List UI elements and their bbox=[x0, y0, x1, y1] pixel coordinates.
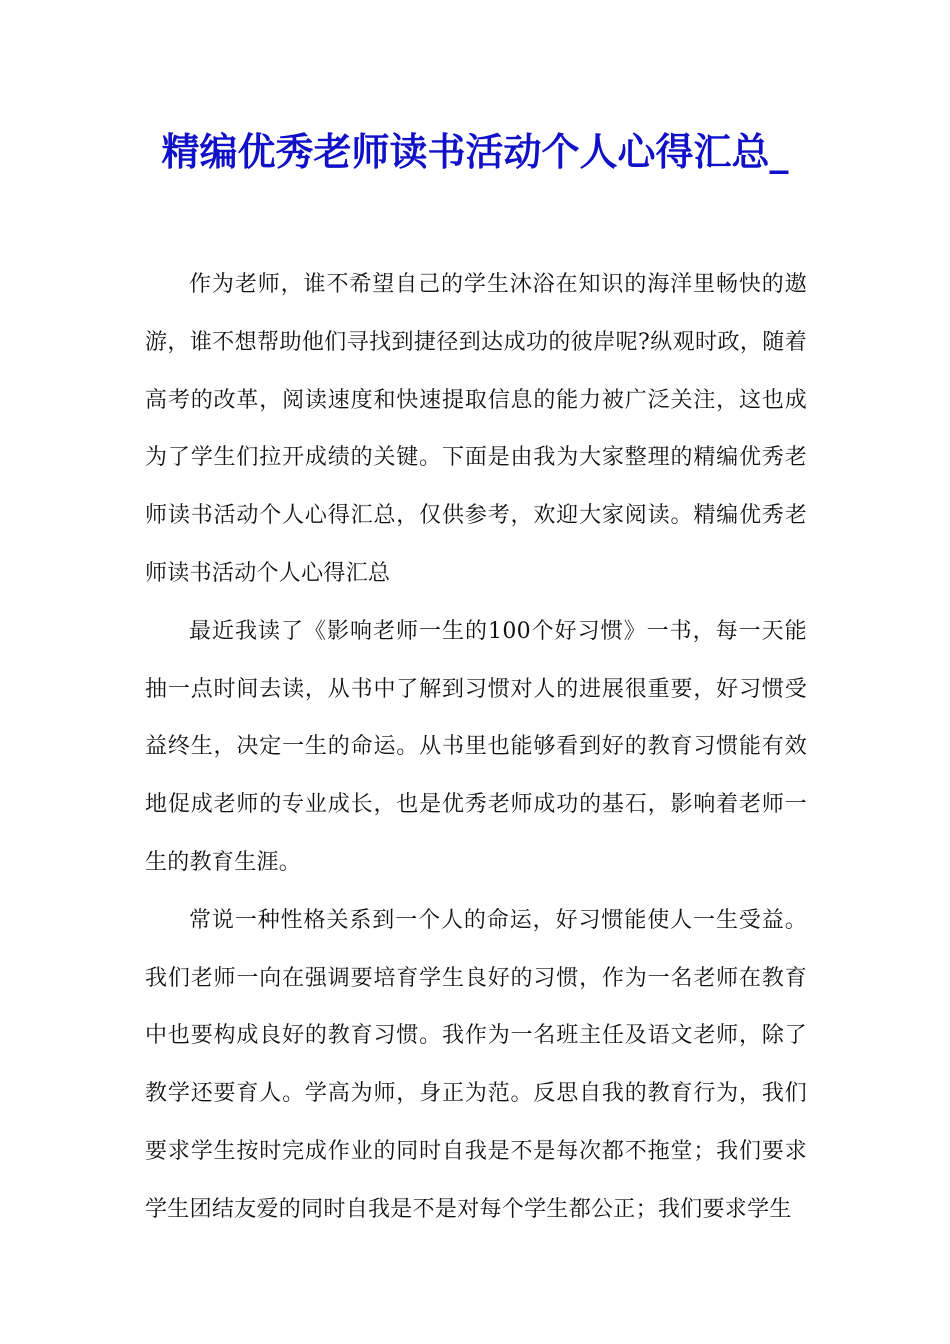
document-body bbox=[145, 256, 807, 1239]
document-title: 精编优秀老师读书活动个人心得汇总_ bbox=[161, 129, 789, 174]
paragraph-teacher-habits: 常说一种性格关系到一个人的命运，好习惯能使人一生受益。我们老师一向在强调要培育学生良好的习惯，作为一名老师在教育中也要构成良好的教育习惯。我作为一名班主任及语文老师，除了教学还要育人。学高为师，身正为范。反思自我的教育行为，我们要求学生按时完成作业的同时自我是不是每次都不拖堂；我们要求学生团结友爱的同时自我是不是对每个学生都公正；我们要求学生 bbox=[145, 907, 807, 1222]
paragraph-intro: 作为老师，谁不希望自己的学生沐浴在知识的海洋里畅快的遨游，谁不想帮助他们寻找到捷径到达成功的彼岸呢?纵观时政，随着高考的改革，阅读速度和快速提取信息的能力被广泛关注，这也成为了学生们拉开成绩的关键。下面是由我为大家整理的精编优秀老师读书活动个人心得汇总，仅供参考，欢迎大家阅读。精编优秀老师读书活动个人心得汇总 bbox=[145, 272, 807, 586]
paragraph-habits-book: 最近我读了《影响老师一生的100个好习惯》一书，每一天能抽一点时间去读，从书中了解到习惯对人的进展很重要，好习惯受益终生，决定一生的命运。从书里也能够看到好的教育习惯能有效地促成老师的专业成长，也是优秀老师成功的基石，影响着老师一生的教育生涯。 bbox=[145, 618, 807, 875]
